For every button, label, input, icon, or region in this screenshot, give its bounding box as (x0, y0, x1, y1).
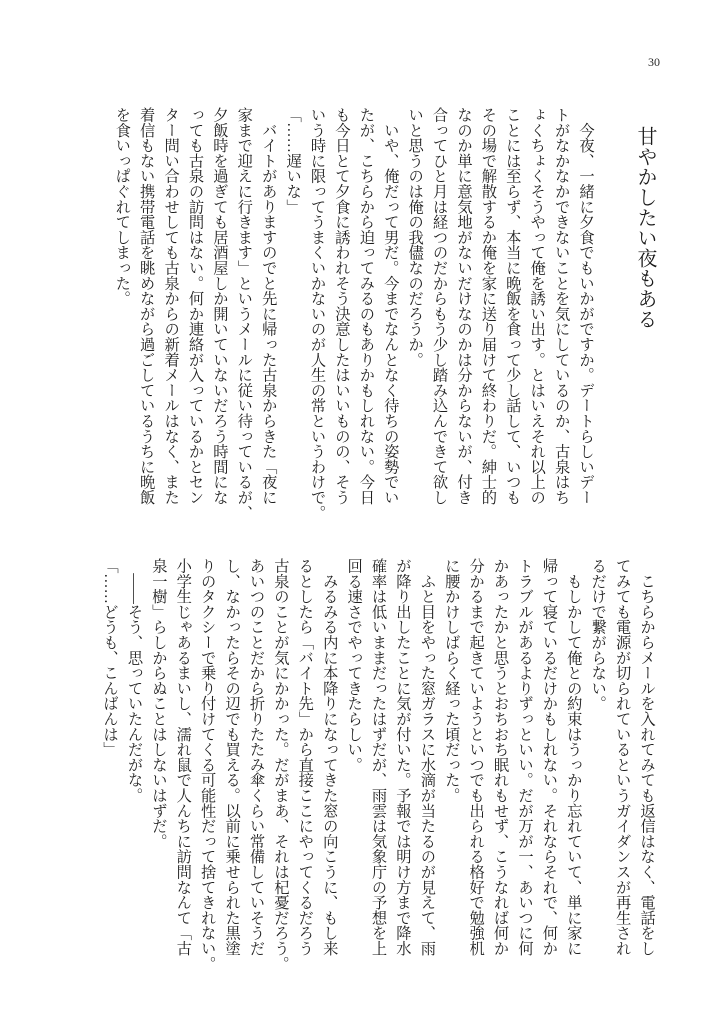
lower-text-block (96, 558, 658, 972)
text-column: し、なかったらその辺でも買える。以前に乗せられた黒塗 (223, 558, 241, 956)
text-column: るとしたら「バイト先」から直接ここにやってくるだろう (296, 558, 314, 956)
text-column: も今日とて夕食に誘われそう決意したはいいものの、そう (332, 107, 350, 505)
text-column: てみても電源が切られているというガイダンスが再生され (613, 558, 631, 956)
dialogue-column: 「……どうも、こんばんは」 (101, 558, 119, 757)
text-column: ことには至らず、本当に晩飯を食って少し話して、いつも (503, 107, 521, 505)
text-column: るだけで繋がらない。 (589, 558, 607, 711)
text-column: っても古泉の訪問はない。何か連絡が入っているかとセン (186, 107, 204, 505)
text-column: いう時に限ってうまくいかないのが人生の常というわけで。 (308, 107, 326, 521)
text-column: その場で解散するか俺を家に送り届けて終わりだ。紳士的 (479, 107, 497, 505)
text-column: を食いっぱぐれてしまった。 (113, 107, 131, 306)
text-column: ょくちょくそうやって俺を誘い出す。とはいえそれ以上の (528, 107, 546, 505)
text-column: 家まで迎えに行きます」というメールに従い待っているが、 (235, 107, 253, 521)
page-number: 30 (648, 55, 660, 69)
text-column: 確率は低いままだったはずだが、雨雲は気象庁の予想を上 (369, 558, 387, 956)
text-column: 泉一樹」らしからぬことはしないはずだ。 (149, 558, 167, 849)
text-column: に腰かけしばらく経った頃だった。 (442, 558, 460, 803)
text-column: 小学生じゃあるまいし、濡れ鼠で人んちに訪問なんて「古 (174, 558, 192, 956)
dialogue-column: 「……遅いな」 (284, 107, 302, 215)
text-column: 夕飯時を過ぎても居酒屋しか開いていないだろう時間にな (210, 107, 228, 505)
text-column: ター問い合わせしても古泉からの新着メールはなく、また (162, 107, 180, 505)
text-column: ふと目をやった窓ガラスに水滴が当たるのが見えて、雨 (418, 558, 436, 956)
text-column: みるみる内に本降りになってきた窓の向こうに、もし来 (320, 558, 338, 956)
text-column: バイトがありますのでと先に帰った古泉からきた「夜に (259, 107, 277, 505)
text-column: いや、俺だって男だ。今までなんとなく待ちの姿勢でい (381, 107, 399, 505)
text-column: トがなかなかできないことを気にしているのか、古泉はち (552, 107, 570, 505)
text-column: 合ってひと月は経つのだからもう少し踏み込んできて欲し (430, 107, 448, 505)
text-column: 分かるまで起きていようといつでも出られる格好で勉強机 (467, 558, 485, 956)
text-column: が降り出したことに気が付いた。予報では明け方まで降水 (393, 558, 411, 956)
text-column: りのタクシーで乗り付けてくる可能性だって捨てきれない。 (198, 558, 216, 972)
text-column: ――そう、思っていたんだがな。 (125, 558, 143, 803)
text-column: かあったかと思うとおちおち眠れもせず、こうなれば何か (491, 558, 509, 956)
text-column: 着信もない携帯電話を眺めながら過ごしているうちに晩飯 (137, 107, 155, 505)
text-column: トラブルがあるよりずっといい。だが万が一、あいつに何 (515, 558, 533, 956)
text-column: あいつのことだから折りたたみ傘くらい常備していそうだ (247, 558, 265, 956)
text-column: 今夜、一緒に夕食でもいかがですか。デートらしいデー (577, 107, 594, 505)
upper-text-block (109, 107, 597, 521)
text-column: 帰って寝ているだけかもしれない。それならそれで、何か (540, 558, 558, 956)
text-column: 回る速さでやってきたらしい。 (345, 558, 363, 773)
text-column: 古泉のことが気にかかった。だがまあ、それは杞憂だろう。 (271, 558, 289, 972)
text-column: たが、こちらから迫ってみるのもありかもしれない。今日 (357, 107, 375, 505)
text-column: なのか単に意気地がないだけなのかは分からないが、付き (454, 107, 472, 505)
text-column: こちらからメールを入れてみても返信はなく、電話をし (638, 558, 655, 956)
chapter-title: 甘やかしたい夜もある (634, 126, 656, 329)
text-column: いと思うのは俺の我儘なのだろうか。 (406, 107, 424, 368)
text-column: もしかして俺との約束はうっかり忘れていて、単に家に (564, 558, 582, 956)
